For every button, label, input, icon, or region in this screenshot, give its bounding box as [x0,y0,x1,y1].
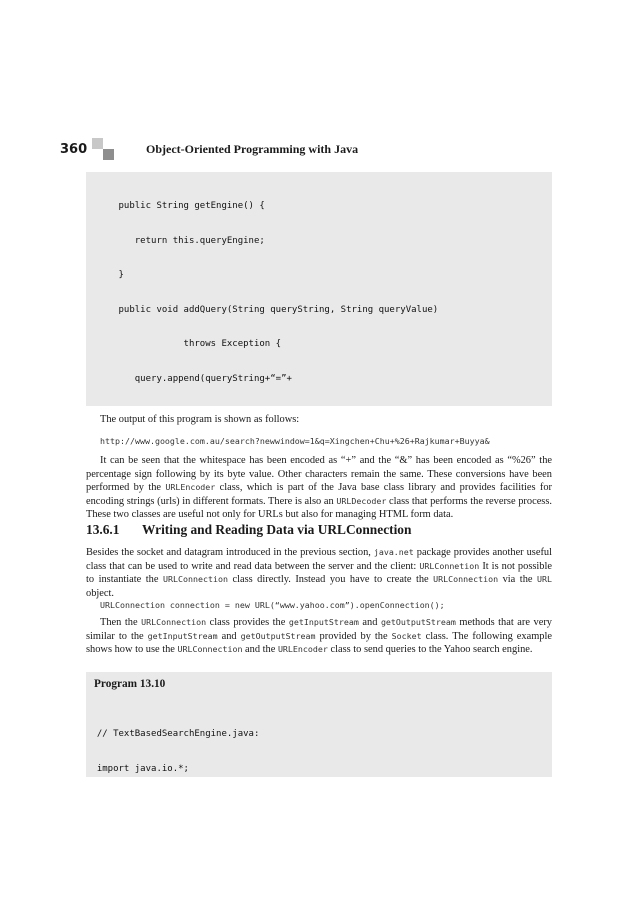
paragraph-streams: Then the URLConnection class provides the getInputStream and getOutputStream methods that are very similar to the getInputStream and getOutputStream provided by the Socket class. The following example shows how to use the URLConnection and the URLEncoder class to send queries to the Yahoo search engine. [86,617,552,655]
inline-code: getInputStream [288,617,359,627]
inline-code: URLConnection [141,617,207,627]
inline-code: URLEncoder [277,644,328,654]
inline-code: getOutputStream [380,617,456,627]
code-line-urlconnection: URLConnection connection = new URL(“www.yahoo.com”).openConnection(); [100,600,445,610]
code-line: import java.io.*; [86,763,189,774]
code-line: return this.queryEngine; [86,235,265,246]
inline-code: getOutputStream [240,630,316,641]
paragraph-encoding: It can be seen that the whitespace has been encoded as “+” and the “&” has been encoded as “%26” the percentage sign following by its byte value. Other characters remain the same. These conversions have been performed by the URLEncoder class, which is part of the Java base class library and provides facilities for encoding strings (urls) in different formats. There is also an URLDecoder class that performs the reverse process. These two classes are useful not only for URLs but also for managing HTML form data. [86,455,552,520]
code-line: // TextBasedSearchEngine.java: [86,729,260,739]
code-line: query.append(queryString+“=”+ [86,373,292,384]
inline-code: URL [537,574,553,584]
program-label: Program 13.10 [94,678,166,690]
inline-code: URLConnection [163,574,228,584]
inline-code: URLEncoder [165,482,216,492]
output-intro: The output of this program is shown as follows: [100,414,300,425]
page-number: 360 [60,142,88,157]
header-square-light [92,138,103,149]
inline-code: URLConnection [433,574,499,584]
code-block-query-formatter [86,172,552,406]
section-heading [86,522,411,538]
book-title: Object-Oriented Programming with Java [146,142,359,156]
inline-code: URLConnetion [419,560,480,571]
section-title: Writing and Reading Data via URLConnection [142,522,412,537]
inline-code: getInputStream [147,630,218,641]
code-line: } [86,270,124,280]
section-number: 13.6.1 [86,522,120,537]
inline-code: URLConnection [177,644,243,654]
page-header [60,142,580,162]
header-squares-decoration [92,138,114,160]
code-block-text-search-engine [86,698,552,777]
inline-code: Socket [391,630,422,641]
inline-code: java.net [373,547,414,557]
header-square-dark [103,149,114,160]
paragraph-urlconnection: Besides the socket and datagram introduced in the previous section, java.net package provides another useful class that can be used to write and read data between the server and the client: URLConnetion It is not possible to instantiate the URLConnection class directly. Instead you have to create the URLConnection via the URL object. [86,547,553,599]
code-line: throws Exception { [86,339,282,349]
code-line: public String getEngine() { [86,201,265,211]
inline-code: URLDecoder [336,495,387,506]
code-line: public void addQuery(String queryString, String queryValue) [86,304,439,315]
output-url: http://www.google.com.au/search?newwindow=1&q=Xingchen+Chu+%26+Rajkumar+Buyya& [100,436,490,446]
